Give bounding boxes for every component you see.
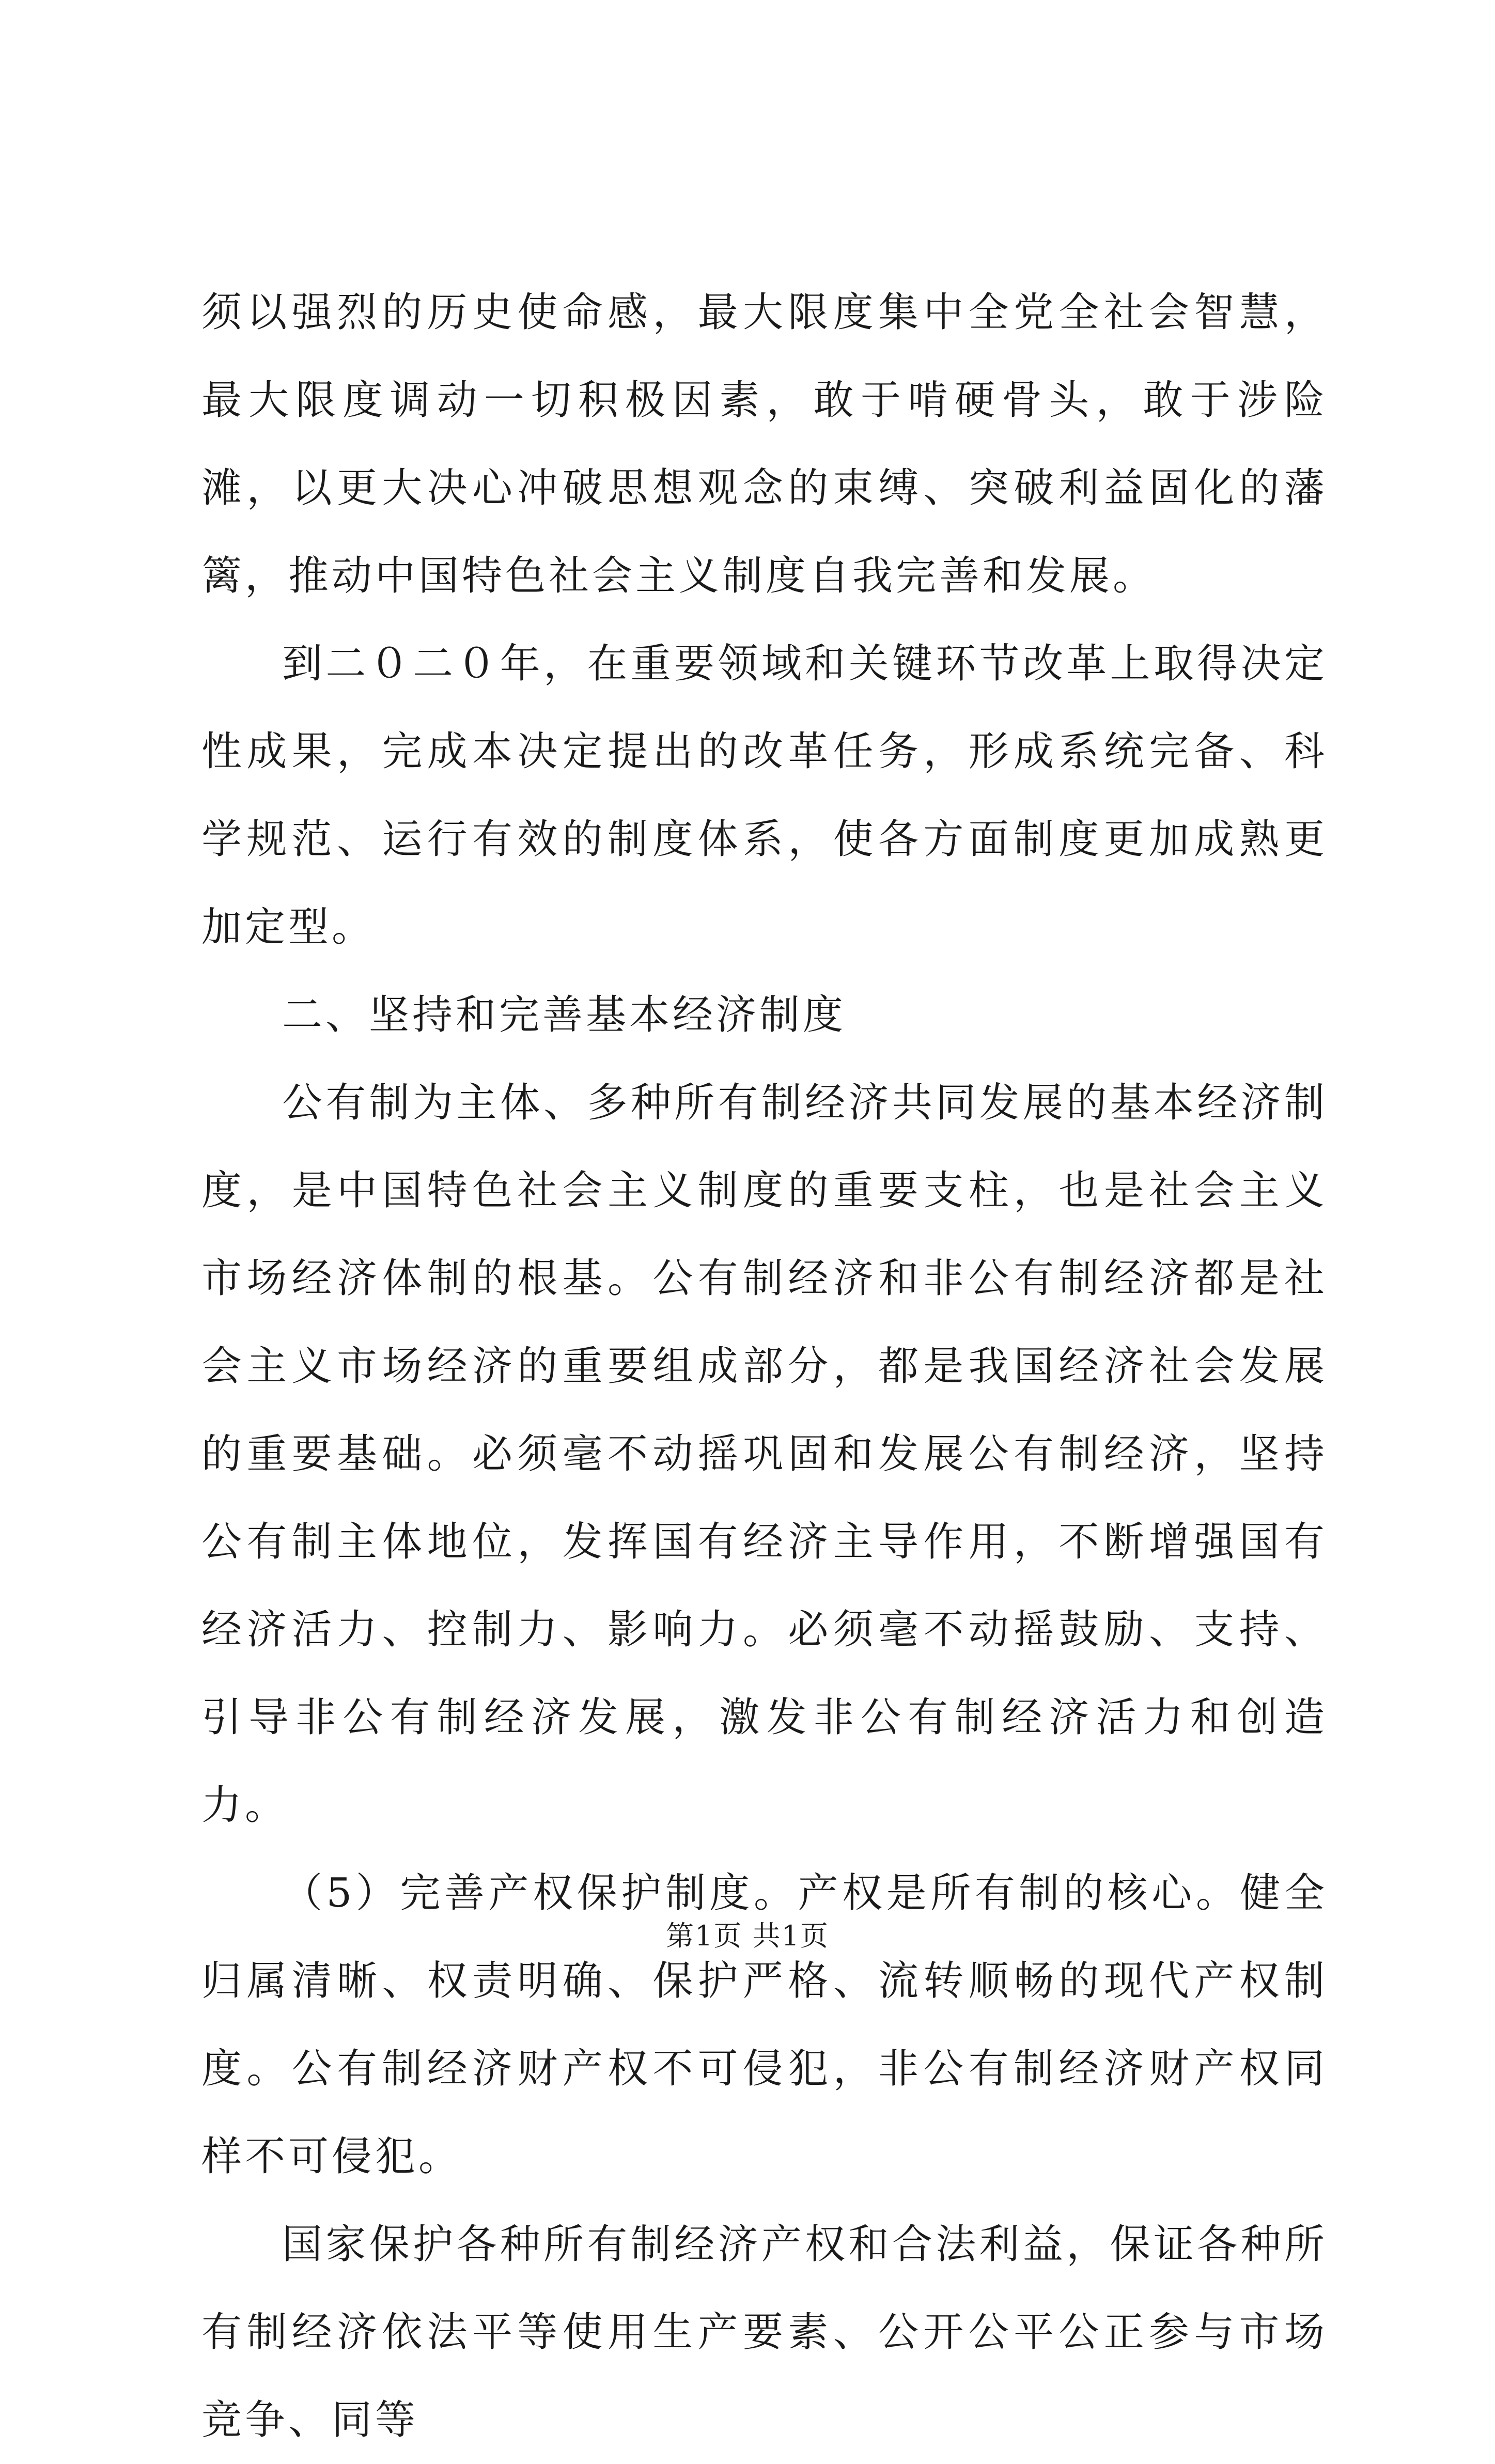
- paragraph-property-rights: （5）完善产权保护制度。产权是所有制的核心。健全归属清晰、权责明确、保护严格、流转顺畅的现代产权制度。公有制经济财产权不可侵犯，非公有制经济财产权同样不可侵犯。: [201, 1870, 1328, 2180]
- paragraph-basic-economic-system: 公有制为主体、多种所有制经济共同发展的基本经济制度，是中国特色社会主义制度的重要支柱，也是社会主义市场经济体制的根基。公有制经济和非公有制经济都是社会主义市场经济的重要组成部分，都是我国经济社会发展的重要基础。必须毫不动摇巩固和发展公有制经济，坚持公有制主体地位，发挥国有经济主导作用，不断增强国有经济活力、控制力、影响力。必须毫不动摇鼓励、支持、引导非公有制经济发展，激发非公有制经济活力和创造力。: [201, 1080, 1328, 1829]
- section-heading: 二、坚持和完善基本经济制度: [282, 992, 847, 1038]
- paragraph-2020-goal: 到二０二０年，在重要领域和关键环节改革上取得决定性成果，完成本决定提出的改革任务，形成系统完备、科学规范、运行有效的制度体系，使各方面制度更加成熟更加定型。: [201, 641, 1328, 950]
- paragraph-continuation: 须以强烈的历史使命感，最大限度集中全党全社会智慧，最大限度调动一切积极因素，敢于啃硬骨头，敢于涉险滩，以更大决心冲破思想观念的束缚、突破利益固化的藩篱，推动中国特色社会主义制度自我完善和发展。: [201, 289, 1328, 599]
- document-body: [201, 269, 1328, 2464]
- paragraph-state-protection: 国家保护各种所有制经济产权和合法利益，保证各种所有制经济依法平等使用生产要素、公开公平公正参与市场竞争、同等: [201, 2221, 1328, 2443]
- page-footer: 第1页 共1页: [666, 1920, 829, 1952]
